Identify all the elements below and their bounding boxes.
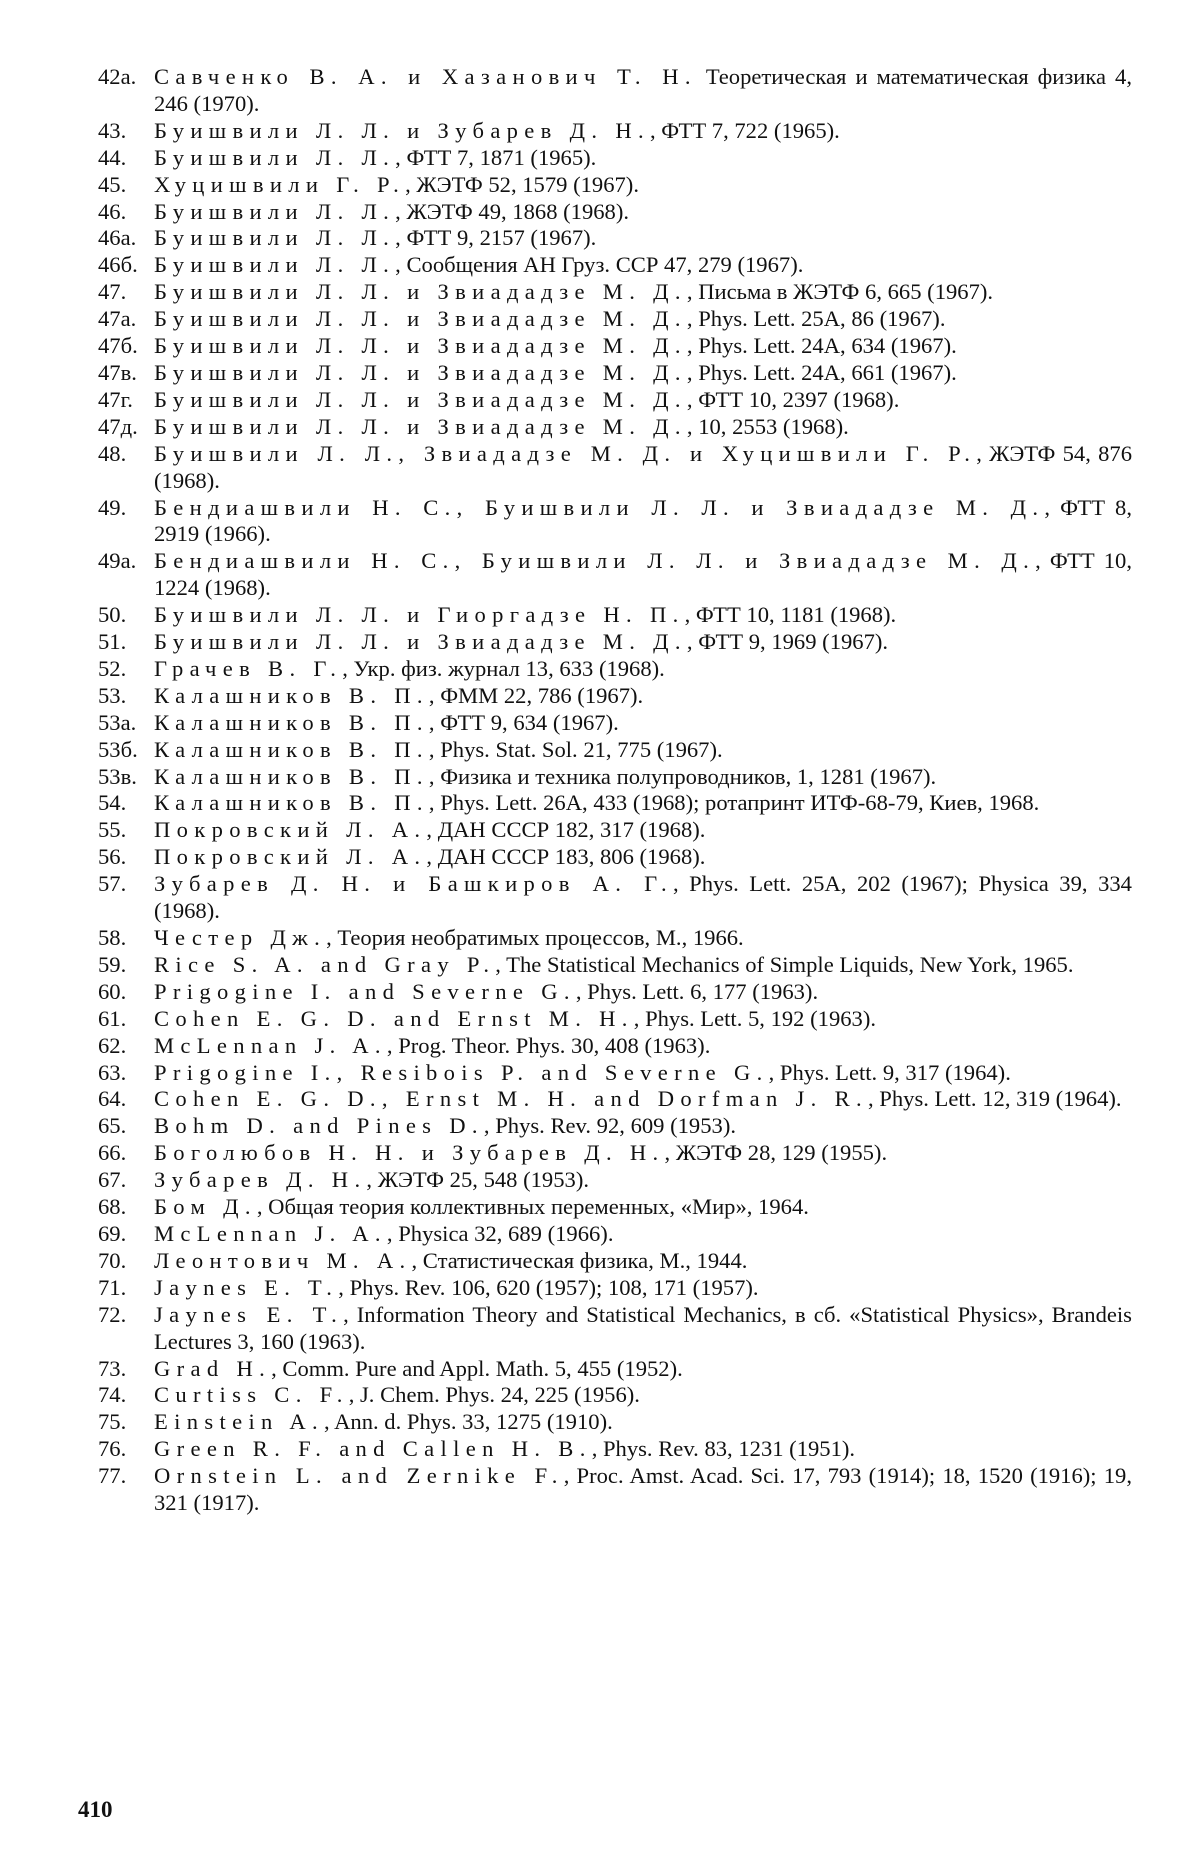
- bibliography-page: [98, 64, 1132, 1517]
- reference-citation: , Письма в ЖЭТФ 6, 665 (1967).: [686, 279, 994, 305]
- reference-entry: [98, 737, 1132, 764]
- reference-author: Калашников В. П.: [154, 709, 429, 735]
- reference-citation: , ЖЭТФ 54, 876 (1968).: [154, 440, 1132, 493]
- reference-citation: , ФТТ 10, 1181 (1968).: [684, 602, 897, 628]
- reference-number: 46а.: [98, 225, 137, 251]
- reference-entry: [98, 1194, 1132, 1221]
- reference-number: 53б.: [98, 736, 138, 762]
- reference-entry: [98, 441, 1132, 495]
- reference-number: 67.: [98, 1167, 127, 1193]
- reference-author: Леонтович М. А.: [154, 1247, 412, 1273]
- reference-text: [154, 871, 1132, 925]
- reference-number: 65.: [98, 1113, 127, 1139]
- reference-citation: , Статистическая физика, М., 1944.: [411, 1247, 748, 1273]
- reference-author: Покровский Л. А.: [154, 844, 427, 870]
- reference-text: [154, 199, 1132, 226]
- reference-citation: , ФТТ 7, 722 (1965).: [649, 117, 840, 143]
- reference-text: [154, 844, 1132, 871]
- reference-text: [154, 252, 1132, 279]
- reference-text: [154, 1275, 1132, 1302]
- reference-entry: [98, 1006, 1132, 1033]
- reference-entry: [98, 1033, 1132, 1060]
- reference-author: Хуцишвили Г. Р.: [154, 171, 406, 197]
- reference-number: 53.: [98, 682, 127, 708]
- reference-author: Буишвили Л. Л. и Звиададзе М. Д.: [154, 629, 687, 655]
- reference-number: 47г.: [98, 386, 133, 412]
- reference-number: 59.: [98, 951, 127, 977]
- reference-citation: , Proc. Amst. Acad. Sci. 17, 793 (1914); 18, 1520 (1916); 19, 321 (1917).: [154, 1463, 1132, 1516]
- reference-number: 55.: [98, 817, 127, 843]
- reference-citation: , Ann. d. Phys. 33, 1275 (1910).: [324, 1409, 613, 1435]
- reference-entry: [98, 1409, 1132, 1436]
- reference-text: [154, 1463, 1132, 1517]
- reference-text: [154, 441, 1132, 495]
- reference-text: [154, 710, 1132, 737]
- reference-citation: , ФТТ 10, 1224 (1968).: [154, 548, 1132, 601]
- reference-entry: [98, 306, 1132, 333]
- reference-text: [154, 602, 1132, 629]
- reference-entry: [98, 710, 1132, 737]
- reference-entry: [98, 1167, 1132, 1194]
- reference-entry: [98, 414, 1132, 441]
- reference-citation: , Comm. Pure and Appl. Math. 5, 455 (1952).: [271, 1355, 683, 1381]
- reference-citation: , Phys. Lett. 24A, 661 (1967).: [686, 359, 957, 385]
- reference-text: [154, 925, 1132, 952]
- reference-citation: , Теория необратимых процессов, М., 1966.: [326, 925, 744, 950]
- reference-entry: [98, 333, 1132, 360]
- reference-author: Калашников В. П.: [154, 682, 429, 708]
- reference-author: Einstein A.: [154, 1409, 325, 1435]
- reference-number: 47б.: [98, 333, 138, 359]
- reference-entry: [98, 360, 1132, 387]
- reference-text: [154, 737, 1132, 764]
- reference-entry: [98, 118, 1132, 145]
- reference-text: [154, 817, 1132, 844]
- reference-number: 77.: [98, 1463, 127, 1489]
- reference-entry: [98, 1140, 1132, 1167]
- reference-citation: , Общая теория коллективных переменных, «Мир», 1964.: [256, 1194, 809, 1220]
- reference-number: 46.: [98, 198, 127, 224]
- reference-number: 52.: [98, 655, 127, 681]
- reference-number: 64.: [98, 1086, 127, 1112]
- reference-citation: , Prog. Theor. Phys. 30, 408 (1963).: [386, 1032, 711, 1058]
- reference-list: [98, 64, 1132, 1517]
- reference-author: Green R. F. and Callen H. B.: [154, 1436, 592, 1462]
- reference-citation: , Phys. Lett. 24A, 634 (1967).: [686, 333, 957, 359]
- reference-citation: , Phys. Lett. 25A, 202 (1967); Physica 39, 334 (1968).: [154, 871, 1132, 924]
- reference-entry: [98, 925, 1132, 952]
- reference-text: [154, 1167, 1132, 1194]
- reference-author: Ornstein L. and Zernike F.: [154, 1463, 564, 1489]
- reference-entry: [98, 764, 1132, 791]
- reference-author: Бом Д.: [154, 1194, 257, 1220]
- reference-citation: , Phys. Lett. 25A, 86 (1967).: [686, 306, 946, 332]
- reference-author: Буишвили Л. Л. и Звиададзе М. Д.: [154, 359, 687, 385]
- reference-number: 61.: [98, 1005, 127, 1031]
- reference-entry: [98, 252, 1132, 279]
- reference-citation: , ФТТ 10, 2397 (1968).: [686, 386, 900, 412]
- reference-citation: , J. Chem. Phys. 24, 225 (1956).: [348, 1382, 640, 1408]
- reference-text: [154, 1302, 1132, 1356]
- reference-citation: , Укр. физ. журнал 13, 633 (1968).: [342, 655, 665, 681]
- reference-author: Bohm D. and Pines D.: [154, 1113, 484, 1139]
- reference-text: [154, 495, 1132, 549]
- reference-citation: , 10, 2553 (1968).: [686, 413, 849, 439]
- reference-number: 47а.: [98, 306, 137, 332]
- reference-author: Prigogine I., Resibois P. and Severne G.: [154, 1059, 769, 1085]
- reference-number: 75.: [98, 1409, 127, 1435]
- reference-citation: , ДАН СССР 182, 317 (1968).: [426, 817, 706, 843]
- reference-entry: [98, 683, 1132, 710]
- reference-number: 56.: [98, 844, 127, 870]
- reference-text: [154, 1060, 1132, 1087]
- reference-author: Буишвили Л. Л.: [154, 225, 396, 251]
- reference-text: [154, 790, 1132, 817]
- reference-author: Покровский Л. А.: [154, 817, 427, 843]
- reference-text: [154, 683, 1132, 710]
- reference-number: 53а.: [98, 709, 137, 735]
- reference-entry: [98, 952, 1132, 979]
- reference-entry: [98, 817, 1132, 844]
- reference-entry: [98, 145, 1132, 172]
- reference-author: Буишвили Л. Л. и Звиададзе М. Д.: [154, 306, 687, 332]
- reference-citation: , Phys. Lett. 12, 319 (1964).: [868, 1086, 1122, 1112]
- reference-citation: , Information Theory and Statistical Mechanics, в сб. «Statistical Physics», Brandeis Lectures 3, 160 (1963).: [154, 1301, 1132, 1354]
- page-number: 410: [78, 1797, 113, 1822]
- reference-number: 58.: [98, 925, 127, 950]
- reference-entry: [98, 199, 1132, 226]
- reference-number: 47.: [98, 279, 127, 305]
- reference-number: 50.: [98, 602, 127, 628]
- reference-author: Честер Дж.: [154, 925, 327, 950]
- reference-text: [154, 145, 1132, 172]
- reference-text: [154, 952, 1132, 979]
- reference-author: Cohen E. G. D., Ernst M. H. and Dorfman J. R.: [154, 1086, 868, 1112]
- reference-entry: [98, 1436, 1132, 1463]
- reference-entry: [98, 1248, 1132, 1275]
- reference-entry: [98, 64, 1132, 118]
- reference-text: [154, 1409, 1132, 1436]
- reference-author: Curtiss C. F.: [154, 1382, 349, 1408]
- reference-citation: , Phys. Stat. Sol. 21, 775 (1967).: [428, 736, 723, 762]
- reference-author: Буишвили Л. Л. и Гиоргадзе Н. П.: [154, 602, 685, 628]
- reference-citation: , ЖЭТФ 52, 1579 (1967).: [405, 171, 639, 197]
- reference-number: 60.: [98, 978, 127, 1004]
- reference-number: 54.: [98, 790, 127, 816]
- reference-author: Зубарев Д. Н.: [154, 1167, 367, 1193]
- reference-author: Калашников В. П.: [154, 790, 429, 816]
- reference-author: Jaynes E. T.: [154, 1274, 339, 1300]
- reference-text: [154, 1033, 1132, 1060]
- reference-author: Rice S. A. and Gray P.: [154, 951, 496, 977]
- reference-number: 76.: [98, 1436, 127, 1462]
- reference-text: [154, 387, 1132, 414]
- reference-text: [154, 333, 1132, 360]
- reference-text: [154, 64, 1132, 118]
- reference-entry: [98, 871, 1132, 925]
- reference-number: 44.: [98, 144, 127, 170]
- reference-entry: [98, 1221, 1132, 1248]
- reference-number: 57.: [98, 871, 127, 897]
- reference-number: 49.: [98, 494, 127, 520]
- reference-author: Буишвили Л. Л. и Звиададзе М. Д.: [154, 386, 687, 412]
- reference-text: [154, 764, 1132, 791]
- reference-text: [154, 1221, 1132, 1248]
- reference-number: 70.: [98, 1247, 127, 1273]
- reference-author: Грачев В. Г.: [154, 655, 343, 681]
- reference-author: McLennan J. A.: [154, 1220, 387, 1246]
- reference-author: Буишвили Л. Л. и Звиададзе М. Д.: [154, 413, 687, 439]
- reference-author: Бендиашвили Н. С., Буишвили Л. Л. и Звиададзе М. Д.: [154, 494, 1045, 520]
- reference-citation: , Physica 32, 689 (1966).: [386, 1220, 614, 1246]
- reference-number: 72.: [98, 1301, 127, 1327]
- reference-text: [154, 360, 1132, 387]
- reference-citation: , Физика и техника полупроводников, 1, 1281 (1967).: [428, 763, 937, 789]
- reference-author: Калашников В. П.: [154, 763, 429, 789]
- reference-author: Буишвили Л. Л., Звиададзе М. Д. и Хуцишвили Г. Р.: [154, 440, 977, 466]
- reference-entry: [98, 279, 1132, 306]
- reference-entry: [98, 387, 1132, 414]
- reference-text: [154, 172, 1132, 199]
- reference-text: [154, 548, 1132, 602]
- reference-text: [154, 1436, 1132, 1463]
- reference-author: Буишвили Л. Л. и Звиададзе М. Д.: [154, 279, 687, 305]
- reference-citation: , Phys. Lett. 9, 317 (1964).: [768, 1059, 1011, 1085]
- reference-citation: , ФТТ 7, 1871 (1965).: [395, 144, 597, 170]
- reference-text: [154, 118, 1132, 145]
- reference-number: 42а.: [98, 64, 137, 89]
- reference-text: [154, 414, 1132, 441]
- reference-text: [154, 629, 1132, 656]
- reference-text: [154, 279, 1132, 306]
- reference-author: Буишвили Л. Л. и Зубарев Д. Н.: [154, 117, 650, 143]
- reference-number: 51.: [98, 629, 127, 655]
- reference-citation: , ФТТ 9, 2157 (1967).: [395, 225, 597, 251]
- reference-text: [154, 225, 1132, 252]
- reference-entry: [98, 1463, 1132, 1517]
- reference-author: Зубарев Д. Н. и Башкиров А. Г.: [154, 871, 673, 897]
- reference-citation: , Phys. Rev. 83, 1231 (1951).: [591, 1436, 856, 1462]
- reference-author: Jaynes E. T.: [154, 1301, 344, 1327]
- reference-entry: [98, 1275, 1132, 1302]
- reference-text: [154, 1382, 1132, 1409]
- reference-author: Савченко В. А. и Хазанович Т. Н.: [154, 64, 697, 89]
- reference-number: 63.: [98, 1059, 127, 1085]
- reference-number: 47в.: [98, 359, 137, 385]
- reference-author: Grad H.: [154, 1355, 272, 1381]
- reference-entry: [98, 602, 1132, 629]
- reference-author: Буишвили Л. Л.: [154, 144, 396, 170]
- reference-number: 69.: [98, 1220, 127, 1246]
- reference-number: 47д.: [98, 413, 138, 439]
- reference-entry: [98, 844, 1132, 871]
- reference-entry: [98, 790, 1132, 817]
- reference-citation: , ЖЭТФ 28, 129 (1955).: [664, 1140, 888, 1166]
- reference-text: [154, 1006, 1132, 1033]
- reference-number: 45.: [98, 171, 127, 197]
- reference-entry: [98, 1302, 1132, 1356]
- reference-entry: [98, 1086, 1132, 1113]
- reference-citation: , ФТТ 8, 2919 (1966).: [154, 494, 1133, 547]
- reference-entry: [98, 656, 1132, 683]
- reference-entry: [98, 629, 1132, 656]
- reference-number: 49а.: [98, 548, 137, 574]
- reference-entry: [98, 979, 1132, 1006]
- reference-citation: , ЖЭТФ 49, 1868 (1968).: [395, 198, 630, 224]
- reference-citation: , Сообщения АН Груз. ССР 47, 279 (1967).: [395, 252, 804, 278]
- reference-citation: , Phys. Lett. 26A, 433 (1968); ротапринт ИТФ-68-79, Киев, 1968.: [428, 790, 1040, 816]
- reference-number: 74.: [98, 1382, 127, 1408]
- reference-number: 73.: [98, 1355, 127, 1381]
- reference-entry: [98, 225, 1132, 252]
- reference-citation: , The Statistical Mechanics of Simple Liquids, New York, 1965.: [495, 951, 1074, 977]
- reference-citation: , ЖЭТФ 25, 548 (1953).: [366, 1167, 589, 1193]
- reference-entry: [98, 172, 1132, 199]
- reference-number: 71.: [98, 1274, 127, 1300]
- reference-entry: [98, 548, 1132, 602]
- reference-text: [154, 1113, 1132, 1140]
- reference-author: Калашников В. П.: [154, 736, 429, 762]
- reference-citation: , Phys. Lett. 5, 192 (1963).: [633, 1005, 877, 1031]
- reference-author: McLennan J. A.: [154, 1032, 387, 1058]
- reference-citation: , ФТТ 9, 634 (1967).: [428, 709, 619, 735]
- reference-entry: [98, 495, 1132, 549]
- reference-text: [154, 656, 1132, 683]
- reference-number: 53в.: [98, 763, 137, 789]
- reference-entry: [98, 1113, 1132, 1140]
- reference-text: [154, 306, 1132, 333]
- reference-number: 62.: [98, 1032, 127, 1058]
- reference-text: [154, 1248, 1132, 1275]
- reference-entry: [98, 1060, 1132, 1087]
- reference-text: [154, 1140, 1132, 1167]
- reference-number: 43.: [98, 117, 127, 143]
- reference-citation: , Phys. Rev. 92, 609 (1953).: [483, 1113, 736, 1139]
- reference-number: 66.: [98, 1140, 127, 1166]
- reference-author: Боголюбов Н. Н. и Зубарев Д. Н.: [154, 1140, 665, 1166]
- reference-citation: Теоретическая и математическая физика 4, 246 (1970).: [154, 64, 1133, 116]
- reference-number: 46б.: [98, 252, 138, 278]
- reference-author: Cohen E. G. D. and Ernst M. H.: [154, 1005, 634, 1031]
- reference-number: 48.: [98, 440, 127, 466]
- reference-citation: , ФТТ 9, 1969 (1967).: [686, 629, 889, 655]
- reference-author: Буишвили Л. Л. и Звиададзе М. Д.: [154, 333, 687, 359]
- reference-number: 68.: [98, 1194, 127, 1220]
- reference-text: [154, 979, 1132, 1006]
- reference-text: [154, 1356, 1132, 1383]
- reference-entry: [98, 1382, 1132, 1409]
- reference-citation: , Phys. Rev. 106, 620 (1957); 108, 171 (1957).: [338, 1274, 759, 1300]
- reference-citation: , Phys. Lett. 6, 177 (1963).: [575, 978, 819, 1004]
- reference-author: Буишвили Л. Л.: [154, 252, 396, 278]
- reference-citation: , ДАН СССР 183, 806 (1968).: [426, 844, 706, 870]
- reference-citation: , ФММ 22, 786 (1967).: [428, 682, 644, 708]
- reference-entry: [98, 1356, 1132, 1383]
- reference-text: [154, 1194, 1132, 1221]
- reference-author: Буишвили Л. Л.: [154, 198, 396, 224]
- reference-author: Бендиашвили Н. С., Буишвили Л. Л. и Звиададзе М. Д.: [154, 548, 1036, 574]
- reference-text: [154, 1086, 1132, 1113]
- reference-author: Prigogine I. and Severne G.: [154, 978, 576, 1004]
